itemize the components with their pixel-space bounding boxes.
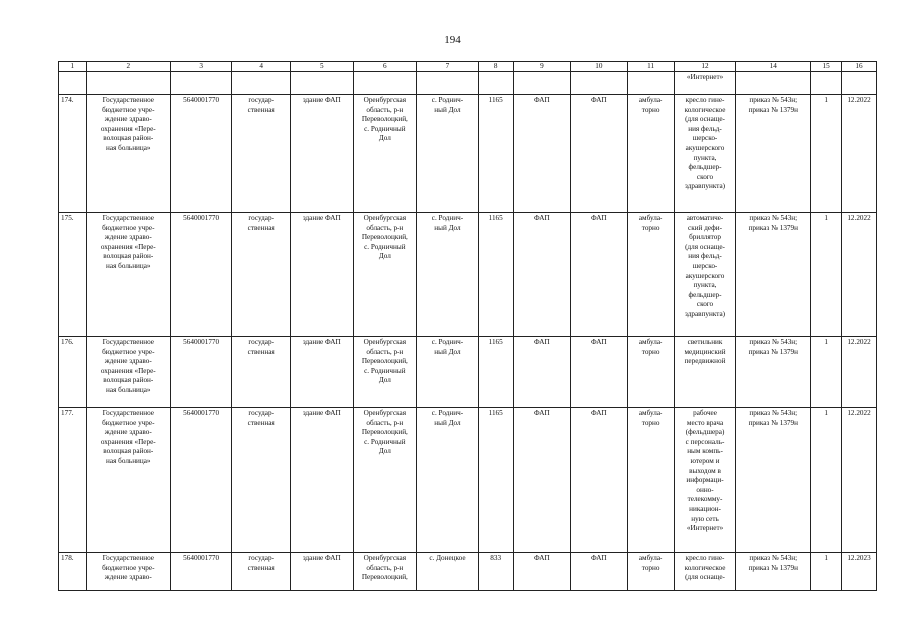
facility-type-cell: ФАП (513, 553, 570, 591)
address-cell: Оренбургская область, р-н Переволоцкий, с. Родничный Дол (353, 95, 417, 213)
continuation-row (59, 72, 877, 95)
column-number-header: 8 (478, 62, 513, 72)
column-number-header: 9 (513, 62, 570, 72)
ownership-cell: государ- ственная (232, 337, 291, 408)
population-cell: 1165 (478, 408, 513, 553)
table-cell (513, 72, 570, 95)
table-row (59, 95, 877, 213)
quantity-cell: 1 (811, 213, 842, 337)
table-cell (811, 72, 842, 95)
address-cell: Оренбургская область, р-н Переволоцкий, с. Родничный Дол (353, 213, 417, 337)
institution-cell: Государственное бюджетное учре- ждение здраво- охранения «Пере- волоцкая район- ная больница» (86, 95, 170, 213)
settlement-cell: с. Роднич- ный Дол (417, 337, 479, 408)
date-cell: 12.2022 (842, 408, 877, 553)
quantity-cell: 1 (811, 337, 842, 408)
column-number-header: 5 (290, 62, 353, 72)
inn-cell: 5640001770 (170, 408, 232, 553)
quantity-cell: 1 (811, 95, 842, 213)
equipment-cell: автоматиче- ский дефи- бриллятор (для оснаще- ния фельд- шерско- акушерского пункта, фельдшер- ского здравпункта) (674, 213, 736, 337)
facility-type-cell: ФАП (571, 408, 627, 553)
column-number-header: 1 (59, 62, 87, 72)
population-cell: 1165 (478, 95, 513, 213)
inn-cell: 5640001770 (170, 337, 232, 408)
page-number: 194 (444, 34, 461, 46)
building-cell: здание ФАП (290, 337, 353, 408)
table-cell (170, 72, 232, 95)
inn-cell: 5640001770 (170, 95, 232, 213)
institution-cell: Государственное бюджетное учре- ждение здраво- охранения «Пере- волоцкая район- ная больница» (86, 213, 170, 337)
table-cell (571, 72, 627, 95)
address-cell: Оренбургская область, р-н Переволоцкий, (353, 553, 417, 591)
settlement-cell: с. Донецкое (417, 553, 479, 591)
ownership-cell: государ- ственная (232, 213, 291, 337)
column-number-header: 4 (232, 62, 291, 72)
table-cell (627, 72, 674, 95)
column-number-header: 2 (86, 62, 170, 72)
institution-cell: Государственное бюджетное учре- ждение здраво- (86, 553, 170, 591)
population-cell: 833 (478, 553, 513, 591)
quantity-cell: 1 (811, 408, 842, 553)
table-cell (59, 72, 87, 95)
table-row (59, 553, 877, 591)
row-number-cell: 176. (59, 337, 87, 408)
facility-type-cell: ФАП (571, 553, 627, 591)
address-cell: Оренбургская область, р-н Переволоцкий, с. Родничный Дол (353, 337, 417, 408)
ownership-cell: государ- ственная (232, 408, 291, 553)
column-number-header: 11 (627, 62, 674, 72)
institution-cell: Государственное бюджетное учре- ждение здраво- охранения «Пере- волоцкая район- ная больница» (86, 408, 170, 553)
facility-type-cell: ФАП (513, 408, 570, 553)
equipment-cell: кресло гине- кологическое (для оснаще- (674, 553, 736, 591)
table-cell (290, 72, 353, 95)
column-number-row (59, 62, 877, 72)
care-form-cell: амбула- торно (627, 553, 674, 591)
orders-cell: приказ № 543н; приказ № 1379н (736, 337, 811, 408)
orders-cell: приказ № 543н; приказ № 1379н (736, 95, 811, 213)
orders-cell: приказ № 543н; приказ № 1379н (736, 553, 811, 591)
facility-type-cell: ФАП (513, 337, 570, 408)
table-cell (353, 72, 417, 95)
table-row (59, 408, 877, 553)
ownership-cell: государ- ственная (232, 553, 291, 591)
facility-type-cell: ФАП (571, 337, 627, 408)
building-cell: здание ФАП (290, 213, 353, 337)
row-number-cell: 178. (59, 553, 87, 591)
facility-type-cell: ФАП (571, 95, 627, 213)
settlement-cell: с. Роднич- ный Дол (417, 213, 479, 337)
row-number-cell: 174. (59, 95, 87, 213)
date-cell: 12.2022 (842, 213, 877, 337)
column-number-header: 16 (842, 62, 877, 72)
equipment-cell: кресло гине- кологическое (для оснаще- ния фельд- шерско- акушерского пункта, фельдшер- ского здравпункта) (674, 95, 736, 213)
column-number-header: 14 (736, 62, 811, 72)
facility-type-cell: ФАП (513, 95, 570, 213)
table-row (59, 213, 877, 337)
table-cell (842, 72, 877, 95)
equipment-cell: «Интернет» (674, 72, 736, 95)
row-number-cell: 177. (59, 408, 87, 553)
address-cell: Оренбургская область, р-н Переволоцкий, с. Родничный Дол (353, 408, 417, 553)
care-form-cell: амбула- торно (627, 337, 674, 408)
column-number-header: 7 (417, 62, 479, 72)
settlement-cell: с. Роднич- ный Дол (417, 408, 479, 553)
ownership-cell: государ- ственная (232, 95, 291, 213)
building-cell: здание ФАП (290, 95, 353, 213)
column-number-header: 10 (571, 62, 627, 72)
orders-cell: приказ № 543н; приказ № 1379н (736, 408, 811, 553)
date-cell: 12.2022 (842, 337, 877, 408)
table-row (59, 337, 877, 408)
building-cell: здание ФАП (290, 408, 353, 553)
care-form-cell: амбула- торно (627, 408, 674, 553)
table-cell (232, 72, 291, 95)
column-number-header: 3 (170, 62, 232, 72)
date-cell: 12.2022 (842, 95, 877, 213)
equipment-registry-table (58, 61, 877, 591)
equipment-cell: рабочее место врача (фельдшера) с персональ- ным компь- ютером и выходом в информаци- онно- телекомму- никацион- ную сеть «Интернет» (674, 408, 736, 553)
care-form-cell: амбула- торно (627, 213, 674, 337)
institution-cell: Государственное бюджетное учре- ждение здраво- охранения «Пере- волоцкая район- ная больница» (86, 337, 170, 408)
building-cell: здание ФАП (290, 553, 353, 591)
population-cell: 1165 (478, 213, 513, 337)
settlement-cell: с. Роднич- ный Дол (417, 95, 479, 213)
table-cell (417, 72, 479, 95)
facility-type-cell: ФАП (513, 213, 570, 337)
date-cell: 12.2023 (842, 553, 877, 591)
population-cell: 1165 (478, 337, 513, 408)
quantity-cell: 1 (811, 553, 842, 591)
inn-cell: 5640001770 (170, 553, 232, 591)
column-number-header: 12 (674, 62, 736, 72)
table-cell (736, 72, 811, 95)
column-number-header: 15 (811, 62, 842, 72)
column-number-header: 6 (353, 62, 417, 72)
facility-type-cell: ФАП (571, 213, 627, 337)
row-number-cell: 175. (59, 213, 87, 337)
care-form-cell: амбула- торно (627, 95, 674, 213)
inn-cell: 5640001770 (170, 213, 232, 337)
table-cell (478, 72, 513, 95)
orders-cell: приказ № 543н; приказ № 1379н (736, 213, 811, 337)
table-cell (86, 72, 170, 95)
equipment-cell: светильник медицинский передвижной (674, 337, 736, 408)
